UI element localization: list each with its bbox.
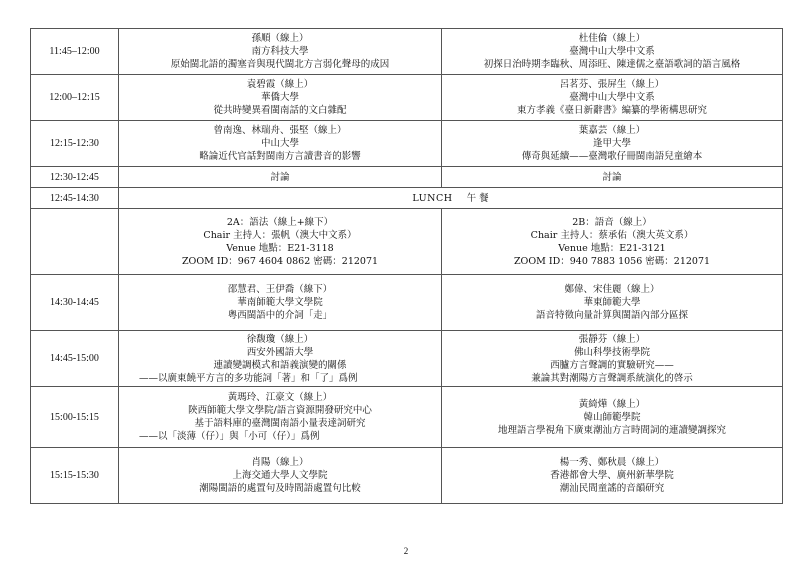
paper-title: 連讀變調模式和語義演變的關係	[213, 359, 347, 371]
paper-title: 語音特徵向量計算與閩語內部分區探	[535, 310, 688, 321]
discussion-cell: 討論	[442, 167, 783, 188]
session-a-cell	[119, 29, 442, 75]
paper-title: 東方孝義《臺日新辭書》編纂的學術構思研究	[516, 105, 707, 116]
paper-subtitle: ——以廣東饒平方言的多功能詞「著」和「了」爲例	[139, 372, 358, 384]
session-b-cell	[442, 275, 783, 331]
session-chair: Chair 主持人：張帆（澳大中文系）	[203, 229, 357, 241]
paper-title: 潮陽閩語的處置句及時間語處置句比較	[199, 483, 361, 494]
session-a-cell	[119, 275, 442, 331]
speaker: 袁碧霞（線上）	[246, 79, 314, 90]
session-a-cell	[119, 75, 442, 121]
time-cell: 14:30-14:45	[31, 275, 119, 331]
lunch-row	[31, 188, 783, 209]
paper-subtitle: 兼論其對潮陽方言聲調系統演化的啓示	[531, 372, 693, 384]
session-b-cell	[442, 387, 783, 448]
time-cell: 12:15-12:30	[31, 121, 119, 167]
lunch-label: LUNCH	[412, 192, 453, 204]
discussion-cell: 討論	[119, 167, 442, 188]
speaker: 邵慧君、王伊喬（線下）	[227, 284, 333, 295]
table-row	[31, 29, 783, 75]
session-venue: Venue 地點：E21-3118	[226, 242, 334, 254]
table-row	[31, 331, 783, 387]
affiliation: 香港都會大學、廣州新華學院	[550, 470, 674, 481]
paper-title: 原始閩北語的濁塞音與現代閩北方言弱化聲母的成因	[170, 59, 390, 70]
paper-subtitle: ——以「淡薄（仔）」與「小可（仔）」爲例	[139, 431, 320, 442]
speaker: 黃瑪玲、江豪文（線上）	[227, 392, 333, 403]
session-title: 2B：語音（線上）	[572, 216, 652, 228]
affiliation: 上海交通大學人文學院	[232, 470, 328, 481]
affiliation: 陝西師範大學文學院/語言資源開發研究中心	[188, 405, 372, 416]
schedule-table	[30, 28, 783, 504]
speaker: 楊一秀、鄭秋晨（線上）	[559, 457, 665, 468]
session-a-cell	[119, 387, 442, 448]
session-b-info	[442, 209, 783, 275]
table-row	[31, 121, 783, 167]
speaker: 徐馥瓊（線上）	[246, 333, 314, 345]
session-b-cell	[442, 29, 783, 75]
affiliation: 佛山科學技術學院	[573, 346, 650, 358]
session-a-cell	[119, 331, 442, 387]
session-b-cell	[442, 331, 783, 387]
affiliation: 華僑大學	[260, 92, 299, 103]
table-row	[31, 167, 783, 188]
session-chair: Chair 主持人：蔡承佑（澳大英文系）	[530, 229, 694, 241]
table-row	[31, 448, 783, 504]
session-b-cell	[442, 121, 783, 167]
session-zoom: ZOOM ID：967 4604 0862 密碼：212071	[181, 255, 379, 267]
lunch-cell	[119, 188, 783, 209]
time-cell	[31, 209, 119, 275]
session-a-cell	[119, 121, 442, 167]
time-cell: 15:00-15:15	[31, 387, 119, 448]
paper-title: 地理語言學視角下廣東潮汕方言時間詞的連讀變調探究	[497, 424, 726, 436]
session-header-row	[31, 209, 783, 275]
paper-title: 基于語料庫的臺灣閩南語小量表達詞研究	[194, 418, 366, 429]
affiliation: 臺灣中山大學中文系	[569, 46, 655, 57]
affiliation: 臺灣中山大學中文系	[569, 92, 655, 103]
affiliation: 韓山師範學院	[583, 411, 641, 423]
paper-title: 略論近代官話對閩南方言讀書音的影響	[199, 151, 361, 162]
schedule-body	[31, 29, 783, 504]
paper-title: 傳奇與延續——臺灣歌仔冊閩南語兒童繪本	[521, 151, 703, 162]
session-venue: Venue 地點：E21-3121	[558, 242, 666, 254]
speaker: 張靜芬（線上）	[578, 333, 646, 345]
time-cell: 11:45–12:00	[31, 29, 119, 75]
table-row	[31, 75, 783, 121]
paper-title: 西臚方言聲調的實驗研究——	[550, 359, 674, 371]
time-cell: 12:45-14:30	[31, 188, 119, 209]
affiliation: 華南師範大學文學院	[237, 297, 323, 308]
paper-title: 初探日治時期李臨秋、周添旺、陳達儒之臺語歌詞的語言風格	[483, 59, 741, 70]
time-cell: 15:15-15:30	[31, 448, 119, 504]
page-number: 2	[403, 546, 409, 556]
table-row	[31, 387, 783, 448]
session-a-cell	[119, 448, 442, 504]
session-title: 2A：語法（線上+線下）	[226, 216, 334, 228]
speaker: 葉嘉芸（線上）	[578, 125, 646, 136]
paper-title: 粵西閩語中的介詞「走」	[227, 310, 333, 321]
time-cell: 14:45-15:00	[31, 331, 119, 387]
paper-title: 從共時變異看閩南話的文白雜配	[213, 105, 347, 116]
affiliation: 中山大學	[260, 138, 299, 149]
table-row	[31, 275, 783, 331]
session-zoom: ZOOM ID：940 7883 1056 密碼：212071	[513, 255, 711, 267]
speaker: 鄭偉、宋佳麗（線上）	[564, 284, 660, 295]
schedule-sheet	[30, 28, 782, 504]
speaker: 呂茗芬、張屏生（線上）	[559, 79, 665, 90]
affiliation: 南方科技大學	[251, 46, 309, 57]
speaker: 肖陽（線上）	[251, 457, 309, 468]
session-b-cell	[442, 75, 783, 121]
speaker: 杜佳倫（線上）	[578, 33, 646, 44]
paper-title: 潮汕民間童謠的音韻研究	[559, 483, 665, 494]
speaker: 黃綺燁（線上）	[578, 398, 646, 410]
session-b-cell	[442, 448, 783, 504]
lunch-label-zh: 午 餐	[466, 192, 489, 204]
session-a-info	[119, 209, 442, 275]
speaker: 孫順（線上）	[251, 33, 309, 44]
speaker: 曾南逸、林瑞舟、張堅（線上）	[213, 125, 347, 136]
affiliation: 華東師範大學	[583, 297, 641, 308]
affiliation: 逢甲大學	[592, 138, 631, 149]
time-cell: 12:00–12:15	[31, 75, 119, 121]
affiliation: 西安外國語大學	[246, 346, 314, 358]
time-cell: 12:30-12:45	[31, 167, 119, 188]
